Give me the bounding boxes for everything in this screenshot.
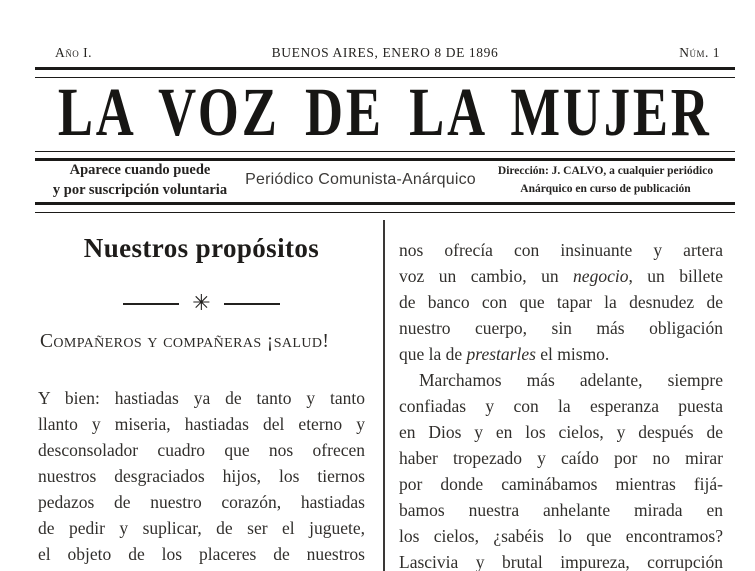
body-line: pedazos de nuestro corazón, hastiadas xyxy=(38,492,365,512)
subtitle-bar xyxy=(35,159,735,201)
dateline xyxy=(35,45,735,65)
body-line: haber tropezado y caído por no mirar xyxy=(399,448,723,468)
body-line: de banco con que tapar la desnudez de xyxy=(399,292,723,312)
paper-tagline: Periódico Comunista-Anárquico xyxy=(245,171,476,188)
double-rule-under-subtitle xyxy=(35,202,735,213)
ornament-left-bar xyxy=(123,303,179,305)
direction-note xyxy=(476,162,735,198)
newspaper-title: LA VOZ DE LA MUJER xyxy=(58,75,712,151)
body-line: de pedir y suplicar, de ser el juguete, xyxy=(38,518,365,538)
asterisk-icon: ✳ xyxy=(192,291,211,316)
body-line: nuestros desgraciados hijos, los tiernos xyxy=(38,466,365,486)
subscription-note xyxy=(35,160,245,200)
ornament-right-bar xyxy=(224,303,280,305)
body-line: llanto y miseria, hastiadas del eterno y xyxy=(38,414,365,434)
body-line: el objeto de los placeres de nuestros xyxy=(38,544,365,564)
body-line: bamos nuestra anhelante mirada en xyxy=(399,500,723,520)
body-line: que la de prestarles el mismo. xyxy=(399,344,610,364)
direction-line-1: Dirección: J. CALVO, a cualquier periódico xyxy=(497,165,714,177)
body-line: voz un cambio, un negocio, un billete xyxy=(399,266,724,286)
body-line: confiadas y con la esperanza puesta xyxy=(399,396,723,416)
article-heading: Nuestros propósitos xyxy=(83,233,320,263)
issue-number: Núm. 1 xyxy=(679,45,720,60)
left-column-text xyxy=(38,385,365,567)
subscription-line-2: y por suscripción voluntaria xyxy=(52,182,228,198)
right-column-text xyxy=(399,237,723,571)
masthead xyxy=(35,77,735,150)
body-line: los cielos, ¿sabéis lo que encontramos? xyxy=(399,526,723,546)
body-line: Y bien: hastiadas ya de tanto y tanto xyxy=(38,388,365,408)
body-line: nuestro cuerpo, sin más obligación xyxy=(399,318,723,338)
body-line: por donde caminábamos mientras fijá- xyxy=(399,474,723,494)
direction-line-2: Anárquico en curso de publicación xyxy=(520,183,691,195)
body-line: desconsolador cuadro que nos ofrecen xyxy=(38,440,365,460)
issue-year: Año I. xyxy=(55,45,92,60)
dateline-place-date: BUENOS AIRES, ENERO 8 DE 1896 xyxy=(271,45,499,60)
salutation: Compañeros y compañeras ¡salud! xyxy=(40,331,330,352)
body-line: Lascivia y brutal impureza, corrupción xyxy=(399,552,723,571)
section-ornament xyxy=(38,291,365,316)
body-line: Marchamos más adelante, siempre xyxy=(419,370,723,390)
body-line: en Dios y en los cielos, y después de xyxy=(399,422,723,442)
column-divider xyxy=(383,220,385,571)
body-line: nos ofrecía con insinuante y artera xyxy=(399,240,723,260)
subscription-line-1: Aparece cuando puede xyxy=(69,162,211,178)
